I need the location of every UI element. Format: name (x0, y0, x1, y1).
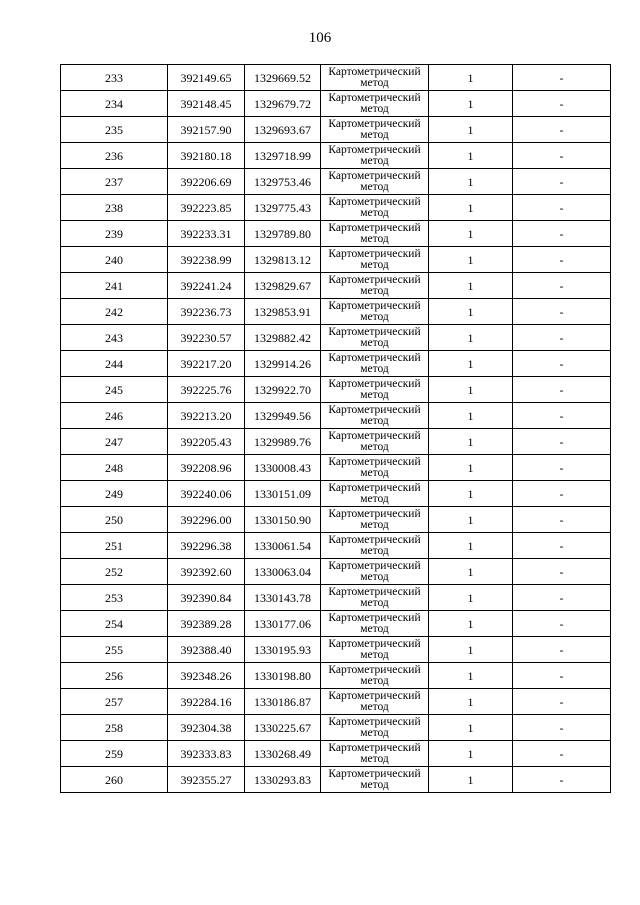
method-cell (321, 325, 429, 351)
table-row (61, 507, 611, 533)
note-cell: - (513, 715, 611, 741)
y-coordinate-cell: 1329718.99 (245, 143, 321, 169)
y-coordinate-cell: 1330151.09 (245, 481, 321, 507)
point-number-cell: 247 (61, 429, 168, 455)
note-cell: - (513, 299, 611, 325)
accuracy-cell: 1 (429, 299, 513, 325)
x-coordinate-cell: 392388.40 (168, 637, 245, 663)
table-row (61, 767, 611, 793)
note-cell: - (513, 351, 611, 377)
x-coordinate-cell: 392223.85 (168, 195, 245, 221)
note-cell: - (513, 637, 611, 663)
note-cell: - (513, 403, 611, 429)
table-row (61, 351, 611, 377)
method-text: Картометрический метод (328, 508, 421, 531)
point-number-cell: 245 (61, 377, 168, 403)
method-text: Картометрический метод (328, 170, 421, 193)
table-row (61, 455, 611, 481)
point-number-cell: 244 (61, 351, 168, 377)
accuracy-cell: 1 (429, 715, 513, 741)
method-cell (321, 221, 429, 247)
method-cell (321, 767, 429, 793)
accuracy-cell: 1 (429, 559, 513, 585)
note-cell: - (513, 117, 611, 143)
note-cell: - (513, 481, 611, 507)
method-cell (321, 585, 429, 611)
method-cell (321, 377, 429, 403)
note-cell: - (513, 247, 611, 273)
method-cell (321, 663, 429, 689)
point-number-cell: 259 (61, 741, 168, 767)
note-cell: - (513, 767, 611, 793)
accuracy-cell: 1 (429, 455, 513, 481)
accuracy-cell: 1 (429, 663, 513, 689)
method-text: Картометрический метод (328, 196, 421, 219)
method-text: Картометрический метод (328, 482, 421, 505)
x-coordinate-cell: 392205.43 (168, 429, 245, 455)
method-cell (321, 351, 429, 377)
point-number-cell: 235 (61, 117, 168, 143)
method-text: Картометрический метод (328, 66, 421, 89)
note-cell: - (513, 143, 611, 169)
note-cell: - (513, 377, 611, 403)
accuracy-cell: 1 (429, 221, 513, 247)
table-row (61, 689, 611, 715)
table-row (61, 91, 611, 117)
y-coordinate-cell: 1329813.12 (245, 247, 321, 273)
method-cell (321, 299, 429, 325)
x-coordinate-cell: 392233.31 (168, 221, 245, 247)
method-text: Картометрический метод (328, 664, 421, 687)
method-cell (321, 533, 429, 559)
point-number-cell: 260 (61, 767, 168, 793)
point-number-cell: 238 (61, 195, 168, 221)
point-number-cell: 253 (61, 585, 168, 611)
method-cell (321, 169, 429, 195)
x-coordinate-cell: 392390.84 (168, 585, 245, 611)
method-cell (321, 403, 429, 429)
x-coordinate-cell: 392238.99 (168, 247, 245, 273)
x-coordinate-cell: 392304.38 (168, 715, 245, 741)
x-coordinate-cell: 392225.76 (168, 377, 245, 403)
y-coordinate-cell: 1329922.70 (245, 377, 321, 403)
method-cell (321, 429, 429, 455)
accuracy-cell: 1 (429, 91, 513, 117)
x-coordinate-cell: 392180.18 (168, 143, 245, 169)
accuracy-cell: 1 (429, 637, 513, 663)
note-cell: - (513, 507, 611, 533)
x-coordinate-cell: 392389.28 (168, 611, 245, 637)
x-coordinate-cell: 392213.20 (168, 403, 245, 429)
method-cell (321, 247, 429, 273)
point-number-cell: 252 (61, 559, 168, 585)
point-number-cell: 250 (61, 507, 168, 533)
note-cell: - (513, 221, 611, 247)
y-coordinate-cell: 1330186.87 (245, 689, 321, 715)
table-row (61, 299, 611, 325)
x-coordinate-cell: 392348.26 (168, 663, 245, 689)
accuracy-cell: 1 (429, 247, 513, 273)
note-cell: - (513, 741, 611, 767)
note-cell: - (513, 689, 611, 715)
method-text: Картометрический метод (328, 92, 421, 115)
y-coordinate-cell: 1329789.80 (245, 221, 321, 247)
note-cell: - (513, 663, 611, 689)
y-coordinate-cell: 1330061.54 (245, 533, 321, 559)
note-cell: - (513, 273, 611, 299)
accuracy-cell: 1 (429, 689, 513, 715)
method-text: Картометрический метод (328, 638, 421, 661)
method-text: Картометрический метод (328, 404, 421, 427)
point-number-cell: 256 (61, 663, 168, 689)
table-row (61, 585, 611, 611)
note-cell: - (513, 585, 611, 611)
method-cell (321, 507, 429, 533)
note-cell: - (513, 195, 611, 221)
table-row (61, 663, 611, 689)
x-coordinate-cell: 392333.83 (168, 741, 245, 767)
point-number-cell: 258 (61, 715, 168, 741)
y-coordinate-cell: 1329853.91 (245, 299, 321, 325)
x-coordinate-cell: 392149.65 (168, 65, 245, 91)
accuracy-cell: 1 (429, 117, 513, 143)
accuracy-cell: 1 (429, 481, 513, 507)
accuracy-cell: 1 (429, 65, 513, 91)
accuracy-cell: 1 (429, 169, 513, 195)
point-number-cell: 237 (61, 169, 168, 195)
table-row (61, 559, 611, 585)
note-cell: - (513, 65, 611, 91)
point-number-cell: 242 (61, 299, 168, 325)
y-coordinate-cell: 1329829.67 (245, 273, 321, 299)
point-number-cell: 246 (61, 403, 168, 429)
method-text: Картометрический метод (328, 248, 421, 271)
x-coordinate-cell: 392241.24 (168, 273, 245, 299)
note-cell: - (513, 169, 611, 195)
accuracy-cell: 1 (429, 403, 513, 429)
y-coordinate-cell: 1330008.43 (245, 455, 321, 481)
x-coordinate-cell: 392284.16 (168, 689, 245, 715)
accuracy-cell: 1 (429, 429, 513, 455)
method-text: Картометрический метод (328, 144, 421, 167)
x-coordinate-cell: 392236.73 (168, 299, 245, 325)
accuracy-cell: 1 (429, 585, 513, 611)
method-text: Картометрический метод (328, 430, 421, 453)
method-cell (321, 65, 429, 91)
method-cell (321, 559, 429, 585)
x-coordinate-cell: 392217.20 (168, 351, 245, 377)
y-coordinate-cell: 1329693.67 (245, 117, 321, 143)
x-coordinate-cell: 392148.45 (168, 91, 245, 117)
method-cell (321, 195, 429, 221)
table-row (61, 169, 611, 195)
method-text: Картометрический метод (328, 586, 421, 609)
y-coordinate-cell: 1330177.06 (245, 611, 321, 637)
x-coordinate-cell: 392392.60 (168, 559, 245, 585)
accuracy-cell: 1 (429, 767, 513, 793)
table-row (61, 143, 611, 169)
y-coordinate-cell: 1330293.83 (245, 767, 321, 793)
y-coordinate-cell: 1330225.67 (245, 715, 321, 741)
y-coordinate-cell: 1330063.04 (245, 559, 321, 585)
method-text: Картометрический метод (328, 612, 421, 635)
table-row (61, 715, 611, 741)
method-cell (321, 481, 429, 507)
point-number-cell: 233 (61, 65, 168, 91)
table-row (61, 481, 611, 507)
method-text: Картометрический метод (328, 742, 421, 765)
accuracy-cell: 1 (429, 351, 513, 377)
page-number: 106 (308, 30, 332, 46)
accuracy-cell: 1 (429, 195, 513, 221)
method-text: Картометрический метод (328, 456, 421, 479)
table-row (61, 195, 611, 221)
note-cell: - (513, 611, 611, 637)
point-number-cell: 240 (61, 247, 168, 273)
y-coordinate-cell: 1329775.43 (245, 195, 321, 221)
table-row (61, 403, 611, 429)
point-number-cell: 257 (61, 689, 168, 715)
x-coordinate-cell: 392157.90 (168, 117, 245, 143)
method-text: Картометрический метод (328, 560, 421, 583)
accuracy-cell: 1 (429, 143, 513, 169)
y-coordinate-cell: 1330150.90 (245, 507, 321, 533)
method-cell (321, 91, 429, 117)
point-number-cell: 254 (61, 611, 168, 637)
point-number-cell: 251 (61, 533, 168, 559)
table-row (61, 741, 611, 767)
table-body (61, 65, 611, 793)
method-text: Картометрический метод (328, 768, 421, 791)
method-cell (321, 741, 429, 767)
x-coordinate-cell: 392230.57 (168, 325, 245, 351)
table-row (61, 273, 611, 299)
method-cell (321, 637, 429, 663)
point-number-cell: 241 (61, 273, 168, 299)
y-coordinate-cell: 1330143.78 (245, 585, 321, 611)
coordinates-table (60, 64, 611, 793)
point-number-cell: 239 (61, 221, 168, 247)
table-row (61, 117, 611, 143)
x-coordinate-cell: 392206.69 (168, 169, 245, 195)
table-row (61, 533, 611, 559)
table-row (61, 247, 611, 273)
note-cell: - (513, 533, 611, 559)
note-cell: - (513, 559, 611, 585)
accuracy-cell: 1 (429, 325, 513, 351)
note-cell: - (513, 429, 611, 455)
method-cell (321, 273, 429, 299)
x-coordinate-cell: 392296.00 (168, 507, 245, 533)
y-coordinate-cell: 1329882.42 (245, 325, 321, 351)
x-coordinate-cell: 392355.27 (168, 767, 245, 793)
note-cell: - (513, 325, 611, 351)
method-cell (321, 117, 429, 143)
accuracy-cell: 1 (429, 611, 513, 637)
method-cell (321, 611, 429, 637)
point-number-cell: 248 (61, 455, 168, 481)
method-cell (321, 143, 429, 169)
method-text: Картометрический метод (328, 716, 421, 739)
method-text: Картометрический метод (328, 118, 421, 141)
table-row (61, 221, 611, 247)
method-text: Картометрический метод (328, 326, 421, 349)
x-coordinate-cell: 392296.38 (168, 533, 245, 559)
y-coordinate-cell: 1330195.93 (245, 637, 321, 663)
y-coordinate-cell: 1329949.56 (245, 403, 321, 429)
y-coordinate-cell: 1329989.76 (245, 429, 321, 455)
point-number-cell: 249 (61, 481, 168, 507)
method-text: Картометрический метод (328, 352, 421, 375)
method-text: Картометрический метод (328, 690, 421, 713)
y-coordinate-cell: 1329669.52 (245, 65, 321, 91)
note-cell: - (513, 91, 611, 117)
method-text: Картометрический метод (328, 534, 421, 557)
accuracy-cell: 1 (429, 533, 513, 559)
method-cell (321, 715, 429, 741)
table-row (61, 65, 611, 91)
table-row (61, 611, 611, 637)
y-coordinate-cell: 1330268.49 (245, 741, 321, 767)
table-row (61, 325, 611, 351)
point-number-cell: 236 (61, 143, 168, 169)
method-text: Картометрический метод (328, 274, 421, 297)
method-text: Картометрический метод (328, 300, 421, 323)
accuracy-cell: 1 (429, 741, 513, 767)
y-coordinate-cell: 1329679.72 (245, 91, 321, 117)
point-number-cell: 243 (61, 325, 168, 351)
y-coordinate-cell: 1330198.80 (245, 663, 321, 689)
accuracy-cell: 1 (429, 507, 513, 533)
y-coordinate-cell: 1329753.46 (245, 169, 321, 195)
x-coordinate-cell: 392208.96 (168, 455, 245, 481)
accuracy-cell: 1 (429, 377, 513, 403)
x-coordinate-cell: 392240.06 (168, 481, 245, 507)
note-cell: - (513, 455, 611, 481)
table-row (61, 637, 611, 663)
method-cell (321, 689, 429, 715)
table-row (61, 429, 611, 455)
accuracy-cell: 1 (429, 273, 513, 299)
point-number-cell: 255 (61, 637, 168, 663)
y-coordinate-cell: 1329914.26 (245, 351, 321, 377)
method-cell (321, 455, 429, 481)
method-text: Картометрический метод (328, 222, 421, 245)
method-text: Картометрический метод (328, 378, 421, 401)
table-row (61, 377, 611, 403)
point-number-cell: 234 (61, 91, 168, 117)
